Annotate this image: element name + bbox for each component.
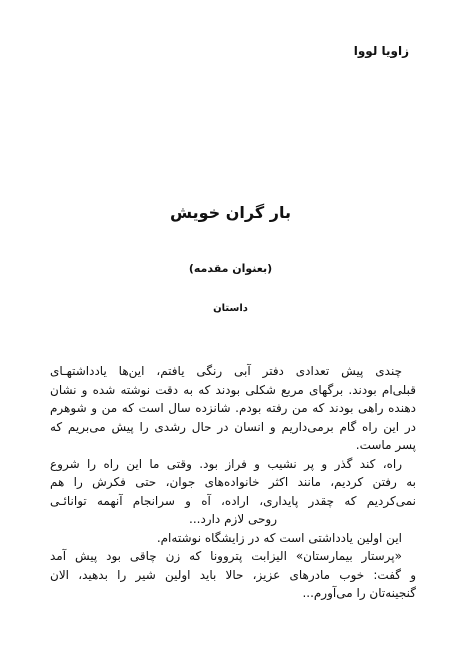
author-name: زاویا لووا (353, 44, 409, 58)
text-line: دهنده راهی بودند که من رفته بودم. شانزده سال است که من و شوهرم (50, 401, 416, 415)
genre-label: داستان (213, 303, 248, 314)
text-line: چندی پیش تعدادی دفتر آبی رنگی یافتم، این‌ها یادداشتهـای (50, 364, 402, 378)
body-text (50, 362, 416, 603)
text-line: راه، کند گذر و پر نشیب و فراز بود. وقتی ما این راه را شروع (50, 456, 402, 471)
text-line: پسر ماست. (355, 438, 416, 452)
text-line: این اولین یادداشتی است که در زایشگاه نوشته‌ام. (156, 530, 402, 545)
text-line: و گفت: خوب مادرهای عزیز، حالا باید اولین شیر را بدهید، الان (50, 567, 416, 582)
text-line: در این راه گام برمی‌داریم و انسان در حال رشدی را پیش می‌بریم که (50, 419, 416, 434)
chapter-title: بار گران خویش (170, 203, 291, 222)
text-line: به رفتن کردیم، مانند اکثر خانواده‌های جوان، حتی فکرش را هم (50, 475, 416, 489)
text-line: گنجینه‌تان را می‌آورم... (302, 586, 416, 600)
text-line: نمی‌کردیم که چقدر پایداری، اراده، آه و سرانجام آنهمه توانائـی (50, 493, 416, 508)
chapter-subtitle: (بعنوان مقدمه) (188, 262, 273, 275)
text-line: «پرستار بیمارستان» الیزابت پتروونا که زن چاقی بود پیش آمد (50, 549, 402, 563)
text-line: قبلی‌ام بودند. برگهای مربع شکلی بودند که به دقت نوشته شده و نشان (50, 382, 416, 397)
text-line: روحی لازم دارد... (189, 512, 277, 526)
